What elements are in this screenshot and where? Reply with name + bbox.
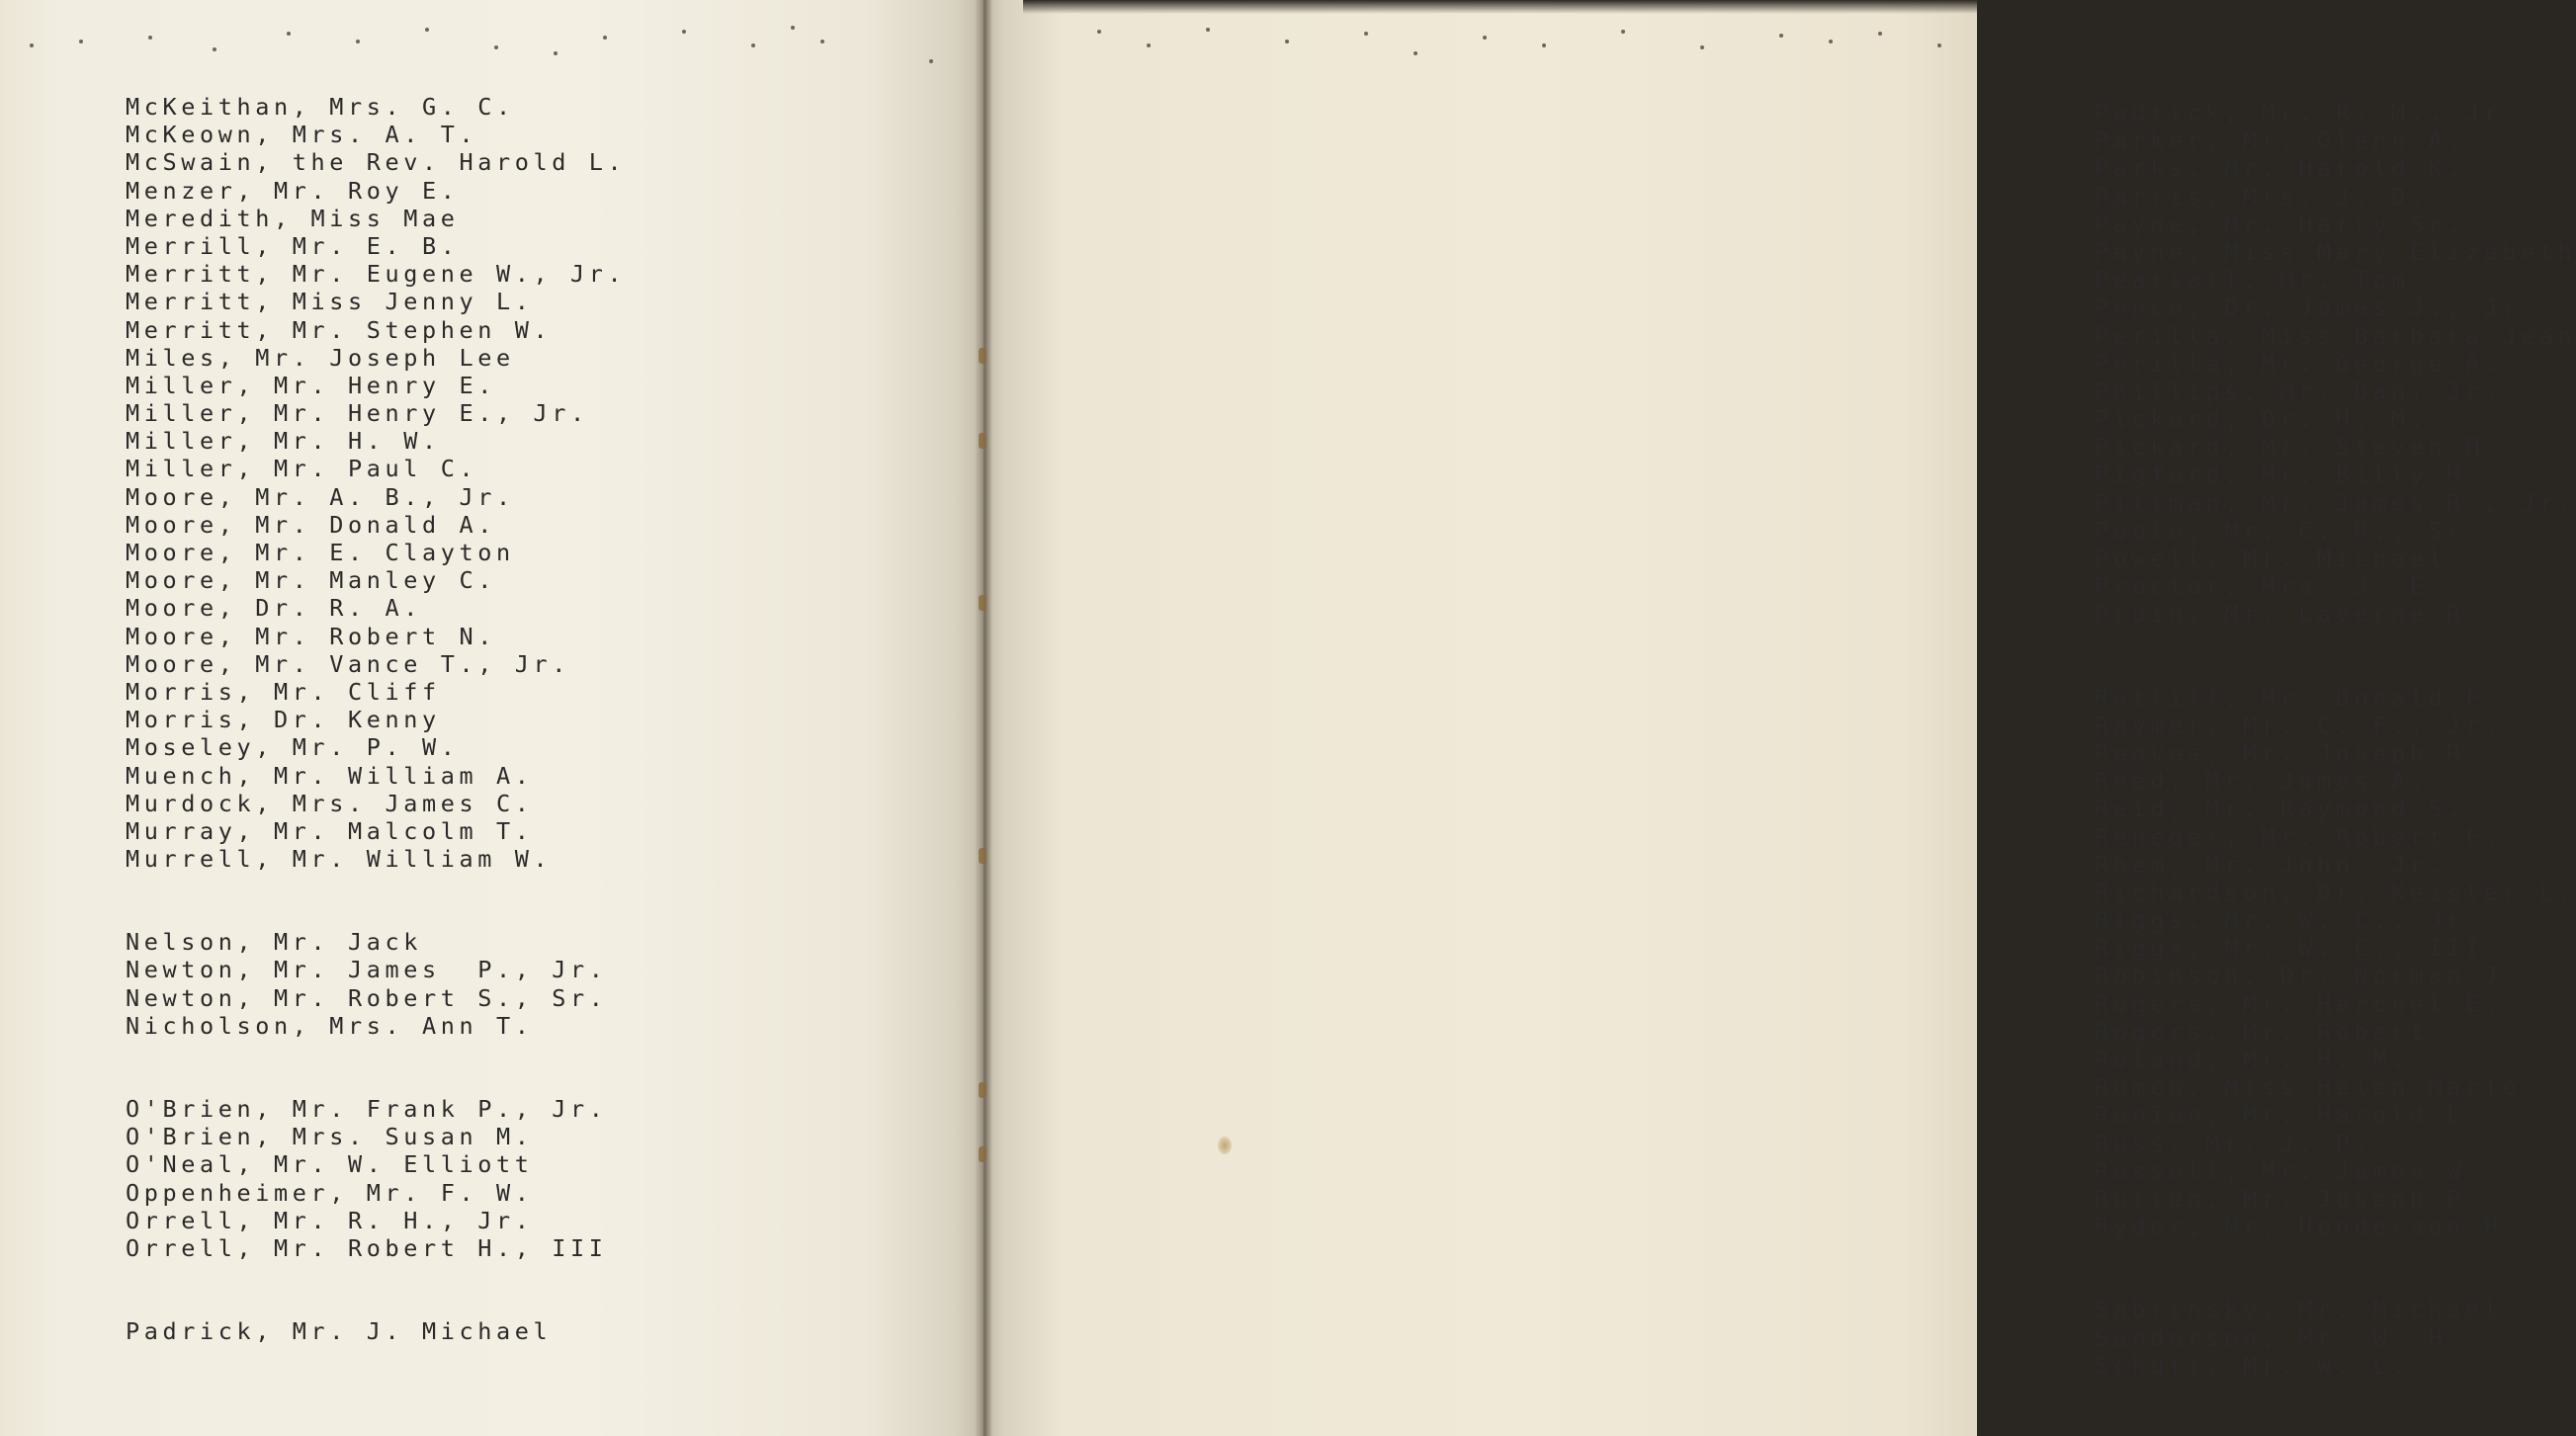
left-name-entry: Nicholson, Mrs. Ann T. xyxy=(126,1011,534,1040)
right-name-entry: Runion, Mr. Harold L. xyxy=(2095,1101,2484,1130)
right-name-entry: Perilla, Miss Barbara Jean xyxy=(2095,321,2576,350)
left-name-entry: Moseley, Mr. P. W. xyxy=(126,733,460,762)
left-name-entry: Morris, Mr. Cliff xyxy=(126,677,441,706)
binding-stitch xyxy=(979,348,987,364)
right-name-entry: Ratliff, Mr. Donald F. xyxy=(2095,683,2503,712)
right-name-entry: Parker, Mr. Glenn A. xyxy=(2095,127,2465,155)
right-name-entry: Poole, Mr. C. R., Sr. xyxy=(2095,516,2484,545)
right-name-entry: Rogers, Mr. Robert xyxy=(2095,1017,2429,1046)
left-name-entry: Merritt, Mr. Eugene W., Jr. xyxy=(126,260,627,289)
paper-speck xyxy=(1285,40,1289,43)
group-spacer xyxy=(126,1040,626,1095)
right-name-entry: Pruin, Mr. Laverne R. xyxy=(2095,600,2484,629)
paper-speck xyxy=(751,43,755,47)
left-name-entry: O'Brien, Mrs. Susan M. xyxy=(126,1123,534,1151)
paper-speck xyxy=(494,45,498,49)
paper-speck xyxy=(213,47,216,51)
right-name-entry: Perilla, Mr. George A. xyxy=(2095,349,2503,378)
right-name-entry: Russ, Mr. J. P. xyxy=(2095,1129,2373,1157)
paper-speck xyxy=(1206,28,1210,32)
right-name-entry: Riggs, Mr. W. C., III xyxy=(2095,934,2484,963)
binding-stitch xyxy=(979,1082,987,1098)
left-name-entry: O'Neal, Mr. W. Elliott xyxy=(126,1150,534,1179)
paper-speck xyxy=(682,30,686,34)
left-name-entry: Meredith, Miss Mae xyxy=(126,204,460,232)
paper-speck xyxy=(1779,34,1783,38)
right-name-entry: Schutt, Mr. W. L. xyxy=(2095,1351,2410,1380)
right-name-entry: Parks, Mr. Harold K. xyxy=(2095,154,2465,183)
left-name-entry: Merritt, Mr. Stephen W. xyxy=(126,315,553,344)
paper-speck xyxy=(554,51,558,55)
right-name-entry: Ryder, Mr. Henderson H. xyxy=(2095,1213,2522,1241)
right-name-entry: Reneger, Mr. Robert F. xyxy=(2095,822,2503,851)
right-name-entry: Rhem, Mr. John, Jr. xyxy=(2095,850,2447,879)
paper-speck xyxy=(1364,32,1368,36)
right-name-entry: Proctor, Mrs. J. E. xyxy=(2095,572,2447,601)
binding-stitch xyxy=(979,1146,987,1162)
right-name-entry: Raymer, Mr. C. F., Jr. xyxy=(2095,711,2503,739)
right-name-entry: Padrick, Mr. R. M., Jr. xyxy=(2095,99,2522,127)
left-name-entry: Padrick, Mr. J. Michael xyxy=(126,1317,553,1346)
left-name-entry: Miles, Mr. Joseph Lee xyxy=(126,343,515,372)
left-name-entry: Miller, Mr. Paul C. xyxy=(126,455,478,483)
left-name-entry: McKeown, Mrs. A. T. xyxy=(126,121,478,149)
paper-speck xyxy=(1621,30,1625,34)
left-name-entry: Moore, Mr. Manley C. xyxy=(126,566,496,595)
left-name-entry: Moore, Mr. A. B., Jr. xyxy=(126,482,515,511)
paper-speck xyxy=(929,59,933,63)
paper-speck xyxy=(287,32,291,36)
right-name-entry: Richardson, Dr. Keister L. xyxy=(2095,878,2576,906)
group-spacer xyxy=(2095,1240,2576,1296)
right-name-entry: Pigford, Mr. Billy H. xyxy=(2095,461,2484,489)
right-name-entry: Sabrinsky, Mr. Michael xyxy=(2095,1296,2503,1324)
right-name-entry: Russell, Mr. James W. xyxy=(2095,1156,2484,1185)
left-name-entry: Menzer, Mr. Roy E. xyxy=(126,176,460,205)
right-name-list xyxy=(2095,99,2576,1380)
left-name-entry: Morris, Dr. Kenny xyxy=(126,706,441,734)
right-name-entry: Riggs, Mr. W. C., Jr. xyxy=(2095,906,2484,935)
right-name-entry: Payne, Miss Mary Elizabeth xyxy=(2095,237,2576,266)
paper-speck xyxy=(1097,30,1101,34)
paper-speck xyxy=(1878,32,1882,36)
right-name-entry: Rogers, Mr. Herchel E. xyxy=(2095,989,2503,1018)
binding-stitch xyxy=(979,433,987,449)
left-name-list xyxy=(126,93,626,1345)
right-name-entry: Robinson, Dr. Norman J. xyxy=(2095,962,2522,990)
paper-speck xyxy=(1829,40,1833,43)
left-name-entry: Nelson, Mr. Jack xyxy=(126,928,422,957)
paper-speck xyxy=(603,36,607,40)
left-name-entry: Miller, Mr. Henry E., Jr. xyxy=(126,399,589,428)
right-name-entry: Pence, Dr. James J., Jr. xyxy=(2095,294,2539,322)
left-name-entry: McSwain, the Rev. Harold L. xyxy=(126,148,627,177)
right-page xyxy=(984,0,2576,1436)
right-name-entry: Pickard, Mr. Steven M. xyxy=(2095,433,2503,462)
left-name-entry: Newton, Mr. Robert S., Sr. xyxy=(126,983,608,1012)
right-name-entry: Pittman, Mr. James R., Jr. xyxy=(2095,488,2576,517)
paper-speck xyxy=(791,26,795,30)
right-name-entry: Romeo, Miss Helen Marie xyxy=(2095,1073,2522,1102)
left-name-entry: Murray, Mr. Malcolm T. xyxy=(126,816,534,845)
left-name-entry: Miller, Mr. H. W. xyxy=(126,427,441,456)
paper-speck xyxy=(1483,36,1487,40)
left-name-entry: Merrill, Mr. E. B. xyxy=(126,231,460,260)
paper-speck xyxy=(30,43,34,47)
left-name-entry: Moore, Mr. Vance T., Jr. xyxy=(126,649,570,678)
binding-stitch xyxy=(979,848,987,864)
paper-stain xyxy=(1218,1137,1232,1154)
left-name-entry: Murdock, Mrs. James C. xyxy=(126,789,534,817)
paper-speck xyxy=(356,40,360,43)
right-name-entry: Reid, Mr. Raymond S. xyxy=(2095,795,2465,823)
book-gutter xyxy=(975,0,992,1436)
group-spacer xyxy=(126,873,626,928)
left-name-entry: McKeithan, Mrs. G. C. xyxy=(126,93,515,121)
paper-speck xyxy=(820,40,824,43)
left-name-entry: Orrell, Mr. R. H., Jr. xyxy=(126,1206,534,1234)
right-name-entry: Pickard, Dr. H. M. xyxy=(2095,405,2429,434)
right-name-entry: Reed, Mr. James A. xyxy=(2095,767,2429,796)
left-name-entry: Merritt, Miss Jenny L. xyxy=(126,288,534,316)
group-spacer xyxy=(126,1262,626,1317)
right-name-entry: Phillips, Mr. Dan, Jr. xyxy=(2095,377,2503,405)
left-name-entry: Muench, Mr. William A. xyxy=(126,761,534,790)
binding-stitch xyxy=(979,595,987,611)
paper-speck xyxy=(425,28,429,32)
paper-speck xyxy=(1414,51,1417,55)
left-name-entry: Murrell, Mr. William W. xyxy=(126,845,553,874)
paper-speck xyxy=(1937,43,1941,47)
left-name-entry: Miller, Mr. Henry E. xyxy=(126,371,496,399)
right-name-entry: Sanderson, Mr. W. H. xyxy=(2095,1323,2465,1352)
right-name-entry: Reaves, Mr. Joseph R. xyxy=(2095,738,2484,767)
paper-speck xyxy=(148,36,152,40)
left-name-entry: Newton, Mr. James P., Jr. xyxy=(126,956,608,984)
paper-speck xyxy=(79,40,83,43)
paper-speck xyxy=(1542,43,1546,47)
left-page xyxy=(0,0,984,1436)
right-name-entry: Powell, Mr. Michael xyxy=(2095,545,2447,572)
left-name-entry: Moore, Mr. Robert N. xyxy=(126,622,496,650)
group-spacer xyxy=(2095,629,2576,684)
left-name-entry: Oppenheimer, Mr. F. W. xyxy=(126,1178,534,1207)
paper-speck xyxy=(1147,43,1151,47)
right-name-entry: Rutten, Mr. Joseph P. xyxy=(2095,1184,2484,1213)
left-name-entry: Moore, Mr. E. Clayton xyxy=(126,539,515,566)
left-name-entry: O'Brien, Mr. Frank P., Jr. xyxy=(126,1095,608,1123)
right-name-entry: Pearsall, Mr. Tom xyxy=(2095,266,2410,295)
paper-speck xyxy=(1700,45,1704,49)
left-name-entry: Moore, Mr. Donald A. xyxy=(126,510,496,539)
right-name-entry: Parris, Mrs. J. D. xyxy=(2095,182,2429,211)
left-name-entry: Orrell, Mr. Robert H., III xyxy=(126,1233,608,1262)
left-name-entry: Moore, Dr. R. A. xyxy=(126,594,422,623)
right-name-entry: Payne, Mr. Harry Sr. xyxy=(2095,210,2465,238)
right-name-entry: Roland, Mr. H. M. xyxy=(2095,1046,2410,1073)
page-top-shadow xyxy=(1023,0,1977,14)
